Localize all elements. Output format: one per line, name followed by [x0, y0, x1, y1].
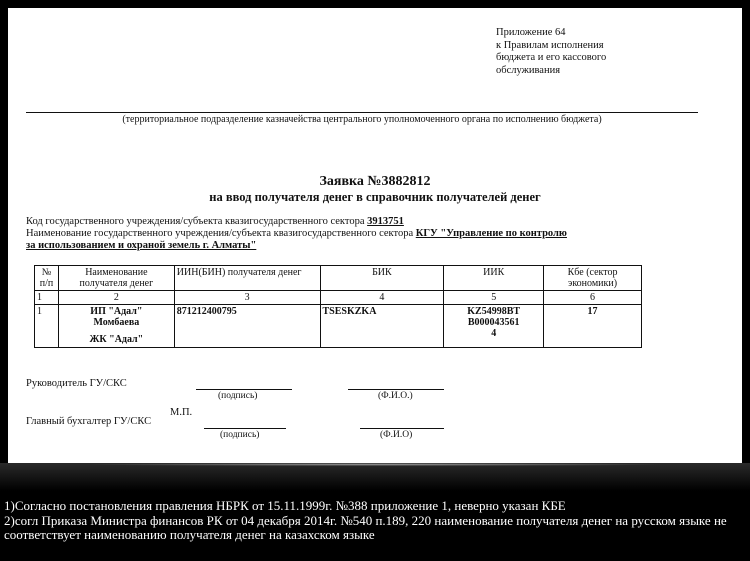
- head-label: Руководитель ГУ/СКС: [26, 378, 127, 389]
- accountant-sign-caption: (подпись): [220, 430, 260, 440]
- slide-divider-glow: [0, 463, 750, 491]
- accountant-sign-line: [204, 428, 286, 429]
- col-number: 6: [544, 291, 642, 305]
- head-fio-caption: (Ф.И.О.): [378, 391, 413, 401]
- header-iin: ИИН(БИН) получателя денег: [174, 266, 320, 291]
- row-name-3: ЖК "Адал": [89, 334, 144, 345]
- header-num: № п/п: [35, 266, 59, 291]
- row-iik-3: 4: [491, 328, 497, 339]
- code-value: 3913751: [367, 216, 404, 227]
- header-kbe: Кбе (сектор экономики): [544, 266, 642, 291]
- accountant-label: Главный бухгалтер ГУ/СКС: [26, 416, 152, 427]
- row-iin: 871212400795: [174, 305, 320, 348]
- appendix-line-1: Приложение 64: [496, 27, 566, 38]
- row-num: 1: [35, 305, 59, 348]
- name-field: [26, 228, 716, 251]
- slide-notes: [4, 499, 748, 543]
- territorial-fill-line: [26, 112, 698, 113]
- code-field: [26, 216, 404, 228]
- col-number: 5: [444, 291, 544, 305]
- row-name-1: ИП "Адал": [90, 306, 143, 317]
- row-kbe: 17: [544, 305, 642, 348]
- request-subtitle: на ввод получателя денег в справочник получателей денег: [209, 190, 541, 204]
- row-name-2: Момбаева: [93, 317, 140, 328]
- table-number-row: [35, 291, 642, 305]
- table-header-row: [35, 266, 642, 291]
- name-value-1: КГУ "Управление по контролю: [415, 228, 567, 239]
- row-iik-2: B000043561: [467, 317, 520, 328]
- recipients-table: [34, 265, 642, 348]
- col-number: 1: [35, 291, 59, 305]
- head-fio-line: [348, 389, 444, 390]
- table-row: [35, 305, 642, 348]
- col-number: 4: [320, 291, 444, 305]
- note-2: 2)согл Приказа Министра финансов РК от 04 декабря 2014г. №540 п.189, 220 наименование получателя денег на русском языке не соответствует наименованию получателя денег на казахском языке: [4, 512, 727, 542]
- document-scan: [8, 8, 742, 463]
- appendix-line-2: к Правилам исполнения: [496, 39, 604, 51]
- appendix-reference: [496, 27, 606, 77]
- note-1: 1)Согласно постановления правления НБРК от 15.11.1999г. №388 приложение 1, неверно указан КБЕ: [4, 498, 566, 513]
- row-iik: [444, 305, 544, 348]
- header-iik: ИИК: [444, 266, 544, 291]
- accountant-fio-line: [360, 428, 444, 429]
- request-title: Заявка №3882812: [319, 174, 431, 189]
- row-bik: TSESKZKA: [320, 305, 444, 348]
- territorial-caption: (территориальное подразделение казначейства центрального уполномоченного органа по исполнению бюджета): [122, 114, 602, 125]
- head-sign-line: [196, 389, 292, 390]
- row-iik-1: KZ54998BT: [467, 306, 521, 317]
- stamp-place: М.П.: [170, 407, 193, 418]
- code-label: Код государственного учреждения/субъекта квазигосударственного сектора: [26, 216, 365, 227]
- header-name: Наименование получателя денег: [58, 266, 174, 291]
- appendix-line-3: бюджета и его кассового: [496, 52, 607, 63]
- row-name: [58, 305, 174, 348]
- appendix-line-4: обслуживания: [496, 64, 561, 76]
- name-label: Наименование государственного учреждения/субъекта квазигосударственного сектора: [26, 228, 414, 239]
- slide-top-bar: [0, 0, 750, 8]
- header-bik: БИК: [320, 266, 444, 291]
- name-value-2: за использованием и охраной земель г. Алматы": [26, 239, 257, 251]
- head-sign-caption: (подпись): [218, 391, 258, 401]
- col-number: 2: [58, 291, 174, 305]
- accountant-fio-caption: (Ф.И.О): [380, 430, 413, 440]
- col-number: 3: [174, 291, 320, 305]
